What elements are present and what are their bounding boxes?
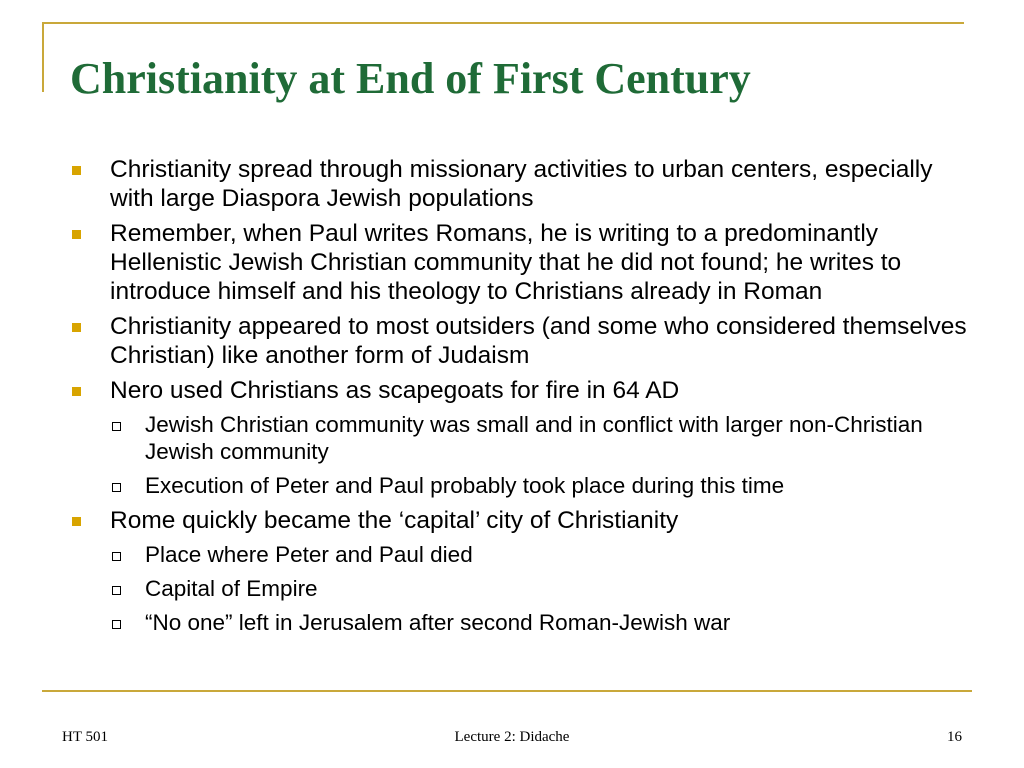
bullet-text: Christianity spread through missionary activities to urban centers, especially with large Diaspora Jewish populations: [110, 156, 933, 212]
bullet-item: [70, 312, 980, 370]
bullet-text: Rome quickly became the ‘capital’ city of Christianity: [110, 507, 679, 534]
hollow-square-bullet-icon: [112, 483, 121, 492]
frame-bottom-line: [42, 690, 972, 692]
square-bullet-icon: [72, 517, 81, 526]
hollow-square-bullet-icon: [112, 552, 121, 561]
square-bullet-icon: [72, 166, 81, 175]
bullet-item: [70, 155, 980, 213]
footer-course: HT 501: [62, 729, 108, 745]
footer-page-number: 16: [947, 729, 962, 745]
hollow-square-bullet-icon: [112, 586, 121, 595]
sub-bullet-item: [70, 472, 980, 499]
bullet-text: Remember, when Paul writes Romans, he is writing to a predominantly Hellenistic Jewish Christian community that he did not found; he writes to introduce himself and his theology to Christians already in Roman: [110, 220, 902, 305]
sub-bullet-item: [70, 411, 980, 465]
slide-content: [70, 155, 980, 643]
sub-bullet-item: [70, 541, 980, 568]
bullet-item: [70, 506, 980, 535]
sub-bullet-text: Execution of Peter and Paul probably took place during this time: [145, 473, 785, 498]
slide-title: Christianity at End of First Century: [70, 54, 751, 103]
sub-bullet-item: [70, 575, 980, 602]
footer-lecture: Lecture 2: Didache: [454, 729, 570, 745]
bullet-item: [70, 219, 980, 306]
bullet-item: [70, 376, 980, 405]
sub-bullet-item: [70, 609, 980, 636]
square-bullet-icon: [72, 323, 81, 332]
hollow-square-bullet-icon: [112, 620, 121, 629]
bullet-text: Nero used Christians as scapegoats for fire in 64 AD: [110, 377, 680, 404]
square-bullet-icon: [72, 230, 81, 239]
bullet-text: Christianity appeared to most outsiders (and some who considered themselves Christian) like another form of Judaism: [110, 313, 967, 369]
square-bullet-icon: [72, 387, 81, 396]
hollow-square-bullet-icon: [112, 422, 121, 431]
sub-bullet-text: Capital of Empire: [145, 576, 318, 601]
sub-bullet-text: Jewish Christian community was small and in conflict with larger non-Christian Jewish community: [145, 412, 923, 464]
frame-top-line: [42, 22, 964, 24]
frame-left-line: [42, 22, 44, 92]
sub-bullet-text: “No one” left in Jerusalem after second Roman-Jewish war: [145, 610, 731, 635]
sub-bullet-text: Place where Peter and Paul died: [145, 542, 473, 567]
